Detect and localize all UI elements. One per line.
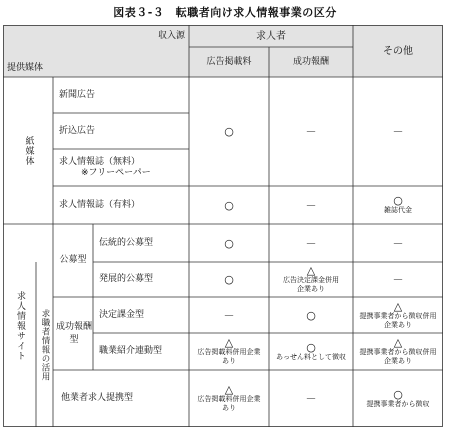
partner-ad-cell: △ 広告掲載料併用企業あり [197, 383, 261, 412]
paid-magazine-other-cell: ○ 雑誌代金 [384, 194, 412, 214]
row-label-partner: 他業者求人提携型 [61, 393, 134, 403]
partner-other-cell: ○ 提携事業者から徴収 [366, 387, 430, 408]
paper-ad-fee-mark: ○ [224, 125, 234, 138]
agency-linked-ad-cell: △ 広告掲載料併用企業あり [197, 336, 261, 365]
placement-fee-other-cell: △ 提携事業者から徴収併用企業あり [359, 299, 437, 329]
traditional-ad-mark: ○ [224, 236, 234, 250]
placement-fee-ad-mark: － [223, 308, 235, 322]
success-fee-header: 成功報酬 [292, 56, 329, 67]
traditional-success-mark: － [305, 236, 317, 250]
success-type-group: 成功報酬型 [55, 321, 92, 345]
media-label: 提供媒体 [7, 62, 44, 73]
job-seeker-header: 求人者 [256, 30, 286, 42]
row-label-newspaper: 新聞広告 [59, 89, 96, 100]
agency-linked-success-cell: ○ あっせん料として徴収 [276, 340, 346, 361]
partner-success-mark: － [305, 392, 317, 405]
placement-fee-success-mark: ○ [306, 308, 316, 322]
row-label-agency-linked: 職業紹介連動型 [99, 346, 163, 356]
row-label-paid-magazine: 求人情報誌（有料） [59, 199, 141, 210]
job-site-category: 求人情報サイト [15, 290, 25, 361]
advanced-success-cell: △ 広告決定課金併用企業あり [283, 264, 339, 293]
income-source-label: 収入源 [157, 30, 185, 41]
advanced-other-mark: － [392, 273, 404, 286]
paper-success-fee-mark: － [305, 125, 317, 138]
seeker-info-subcategory: 求職者情報の活用 [40, 308, 50, 381]
agency-linked-other-cell: △ 提携事業者から徴収併用企業あり [359, 336, 437, 365]
row-label-free-magazine: 求人情報誌（無料） ※フリーペーパー [59, 156, 151, 178]
ad-fee-header: 広告掲載料 [206, 56, 252, 67]
row-label-insert: 折込広告 [59, 125, 96, 136]
figure-title: 図表３-３ 転職者向け求人情報事業の区分 [113, 6, 337, 19]
row-label-traditional: 伝統的公募型 [99, 237, 154, 248]
public-type-group: 公募型 [59, 255, 87, 265]
row-label-placement-fee: 決定課金型 [99, 309, 145, 320]
paid-magazine-ad-mark: ○ [224, 198, 234, 212]
row-label-advanced: 発展的公募型 [99, 274, 154, 284]
paper-other-mark: － [392, 125, 404, 138]
paid-magazine-success-mark: － [305, 198, 317, 212]
traditional-other-mark: － [392, 236, 404, 250]
paper-media-category: 紙媒体 [23, 135, 34, 166]
other-header: その他 [383, 45, 413, 57]
advanced-ad-mark: ○ [224, 273, 234, 286]
classification-table [3, 25, 443, 427]
